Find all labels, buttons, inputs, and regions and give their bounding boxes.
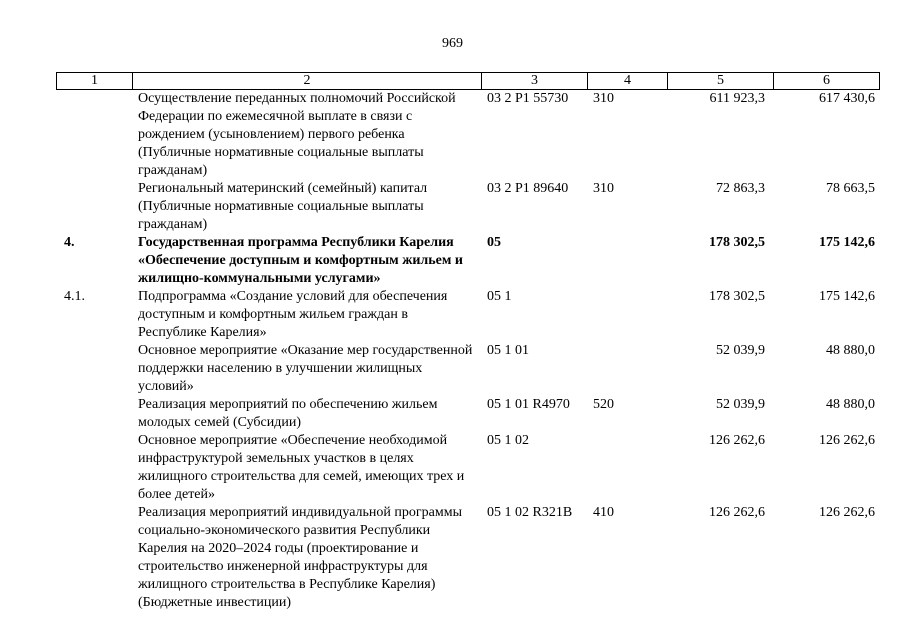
row-name: Подпрограмма «Создание условий для обеспечения доступным и комфортным жильем граждан в Республике Карелия» — [138, 289, 448, 340]
table-row — [56, 504, 879, 612]
column-header-table — [56, 72, 880, 90]
row-value-6: 617 430,6 — [819, 91, 875, 106]
page-number: 969 — [442, 36, 463, 51]
row-value-6: 175 142,6 — [819, 235, 875, 250]
row-value-6: 175 142,6 — [819, 289, 875, 304]
row-name: Реализация мероприятий индивидуальной программы социально-экономического развития Республики Карелия на 2020–2024 годы (проектирование и строительство инженерной инфраструктуры для жилищного строительства в Республике Карелия) (Бюджетные инвестиции) — [138, 505, 462, 610]
column-header-6: 6 — [774, 73, 880, 90]
row-number — [56, 504, 132, 612]
column-header-row — [57, 73, 880, 90]
row-value-6: 48 880,0 — [826, 343, 875, 358]
row-code: 05 1 01 R4970 — [487, 397, 570, 412]
row-value-5: 52 039,9 — [716, 343, 765, 358]
row-code: 05 1 — [487, 289, 512, 304]
row-value-6: 48 880,0 — [826, 397, 875, 412]
row-value-6: 126 262,6 — [819, 505, 875, 520]
table-row — [56, 342, 879, 396]
row-value-5: 178 302,5 — [709, 235, 765, 250]
row-number: 4. — [64, 235, 75, 250]
row-value-5: 126 262,6 — [709, 505, 765, 520]
row-code: 05 1 02 R321B — [487, 505, 573, 520]
row-type — [587, 432, 667, 504]
row-code: 03 2 P1 55730 — [487, 91, 569, 106]
row-type: 310 — [593, 91, 614, 106]
column-header-3: 3 — [482, 73, 588, 90]
row-type — [587, 342, 667, 396]
row-name: Реализация мероприятий по обеспечению жильем молодых семей (Субсидии) — [138, 397, 438, 430]
row-code: 05 — [487, 235, 501, 250]
row-type: 520 — [593, 397, 614, 412]
row-number — [56, 180, 132, 234]
row-name: Основное мероприятие «Обеспечение необходимой инфраструктурой земельных участков в целях жилищного строительства для семей, имеющих трех и более детей» — [138, 433, 465, 502]
budget-table-body — [56, 90, 879, 612]
row-value-6: 78 663,5 — [826, 181, 875, 196]
table-row — [56, 90, 879, 180]
row-number: 4.1. — [64, 289, 85, 304]
budget-table — [56, 90, 879, 612]
table-row — [56, 432, 879, 504]
row-name: Основное мероприятие «Оказание мер государственной поддержки населению в улучшении жилищных условий» — [138, 343, 473, 394]
row-value-5: 52 039,9 — [716, 397, 765, 412]
table-row — [56, 396, 879, 432]
row-type — [587, 234, 667, 288]
row-name: Осуществление переданных полномочий Российской Федерации по ежемесячной выплате в связи с рождением (усыновлением) первого ребенка (Публичные нормативные социальные выплаты гражданам) — [138, 91, 456, 178]
row-value-5: 178 302,5 — [709, 289, 765, 304]
column-header-5: 5 — [668, 73, 774, 90]
row-type — [587, 288, 667, 342]
row-value-5: 72 863,3 — [716, 181, 765, 196]
table-row — [56, 180, 879, 234]
column-header-2: 2 — [133, 73, 482, 90]
row-number — [56, 90, 132, 180]
row-type: 410 — [593, 505, 614, 520]
table-row — [56, 288, 879, 342]
row-name: Государственная программа Республики Карелия «Обеспечение доступным и комфортным жильем и жилищно-коммунальными услугами» — [138, 235, 463, 286]
table-row — [56, 234, 879, 288]
row-number — [56, 396, 132, 432]
row-number — [56, 432, 132, 504]
row-number — [56, 342, 132, 396]
column-header-4: 4 — [588, 73, 668, 90]
row-value-6: 126 262,6 — [819, 433, 875, 448]
row-value-5: 611 923,3 — [709, 91, 765, 106]
row-name: Региональный материнский (семейный) капитал (Публичные нормативные социальные выплаты гражданам) — [138, 181, 428, 232]
row-code: 05 1 02 — [487, 433, 529, 448]
column-header-1: 1 — [57, 73, 133, 90]
row-code: 05 1 01 — [487, 343, 529, 358]
row-value-5: 126 262,6 — [709, 433, 765, 448]
row-code: 03 2 P1 89640 — [487, 181, 569, 196]
row-type: 310 — [593, 181, 614, 196]
